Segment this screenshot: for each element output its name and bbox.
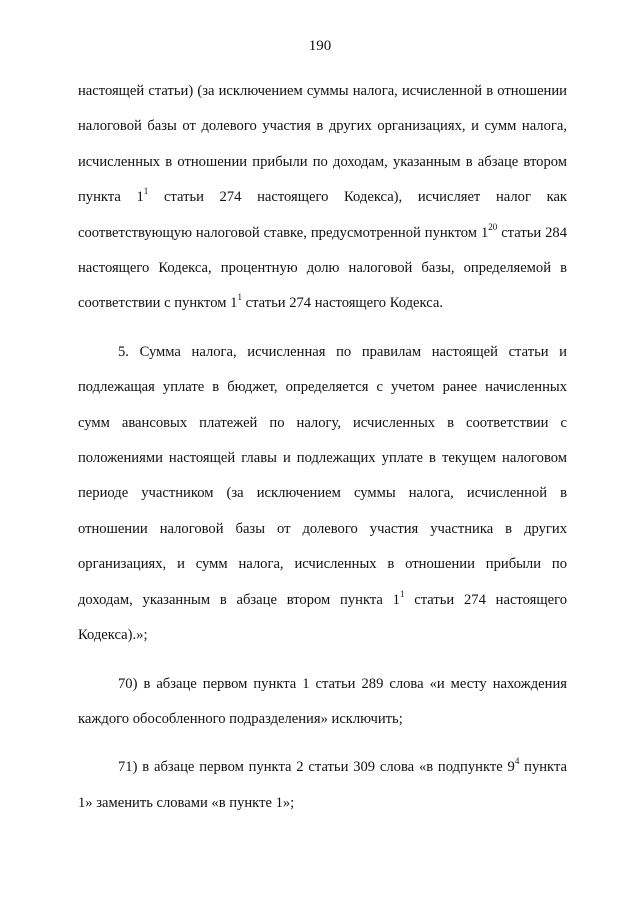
text-segment: 70) в абзаце первом пункта 1 статьи 289 слова «и месту нахождения каждого обособленного подразделения» исключить; [78, 675, 567, 727]
text-segment: настоящей статьи) (за исключением суммы налога, исчисленной в отношении налоговой базы от долевого участия в других организациях, и сумм налога, исчисленных в отношении прибыли по доходам, указанным в абзаце втором пункта 1 [78, 83, 567, 206]
superscript: 1 [237, 292, 242, 303]
text-segment: статьи 284 настоящего Кодекса, процентную долю налоговой базы, определяемой в соответствии с пунктом 1 [78, 224, 568, 312]
text-segment: 5. Сумма налога, исчисленная по правилам настоящей статьи и подлежащая уплате в бюджет, определяется с учетом ранее начисленных сумм авансовых платежей по налогу, исчисленных в соответствии с положениями настоящей главы и подлежащих уплате в текущем налоговом периоде участником (за исключением суммы налога, исчисленной в отношении налоговой базы от долевого участия участника в других организациях, и сумм налога, исчисленных в отношении прибыли по доходам, указанным в абзаце втором пункта 1 [78, 343, 567, 608]
text-segment: статьи 274 настоящего Кодекса).»; [78, 591, 567, 644]
paragraph-continuation [78, 74, 567, 322]
document-body [78, 74, 567, 821]
paragraph-item-71 [78, 750, 567, 821]
text-segment: статьи 274 настоящего Кодекса), исчисляет налог как соответствующую налоговой ставке, предусмотренной пунктом 1 [78, 189, 568, 241]
superscript: 1 [399, 588, 405, 599]
superscript: 4 [514, 756, 520, 767]
superscript: 1 [143, 186, 149, 197]
paragraph-item-70 [78, 667, 567, 738]
paragraph-item-5 [78, 335, 567, 654]
superscript: 20 [488, 221, 498, 232]
text-segment: статьи 274 настоящего Кодекса. [241, 295, 444, 312]
text-segment: пункта 1» заменить словами «в пункте 1»; [78, 759, 567, 811]
page-number: 190 [308, 38, 332, 54]
text-segment: 71) в абзаце первом пункта 2 статьи 309 слова «в подпункте 9 [118, 759, 515, 776]
